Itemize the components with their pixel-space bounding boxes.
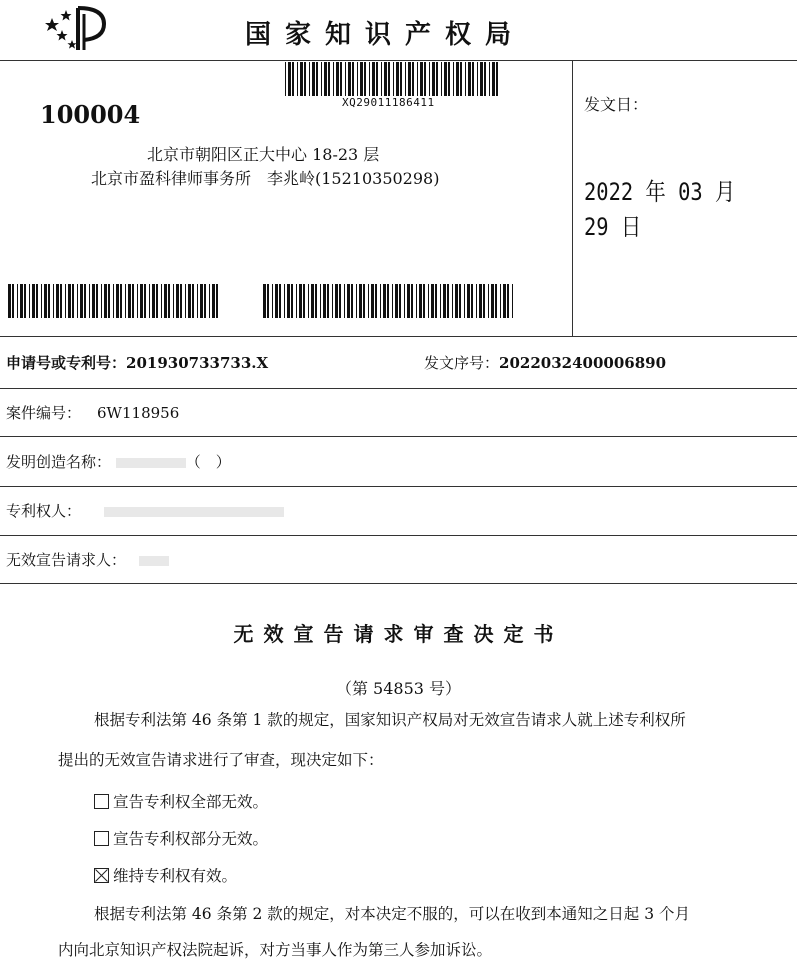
cnipa-logo: [44, 4, 114, 52]
patentee-label: 专利权人：: [6, 502, 82, 520]
appeal-line-2: 内向北京知识产权法院起诉，对方当事人作为第三人参加诉讼。: [58, 941, 493, 959]
option-maintain-valid: [94, 864, 237, 886]
divider: [0, 60, 797, 61]
invention-name-suffix: （ ）: [185, 453, 231, 471]
requester-label: 无效宣告请求人：: [6, 551, 127, 569]
checkbox-empty-icon: [94, 794, 109, 809]
serial-number: 2022032400006890: [499, 354, 667, 372]
application-number: 201930733733.X: [126, 354, 269, 372]
top-barcode: [285, 62, 500, 96]
redacted-block: [116, 458, 186, 468]
address-line-2: 北京市盈科律师事务所 李兆岭(15210350298): [91, 169, 440, 188]
address-line-1: 北京市朝阳区正大中心 18-23 层: [147, 145, 380, 164]
divider: [572, 60, 573, 336]
barcode-text: XQ29011186411: [342, 96, 435, 109]
redacted-block: [139, 556, 169, 566]
divider: [0, 388, 797, 389]
serial-number-row: [424, 352, 666, 373]
application-number-label: 申请号或专利号：: [6, 354, 127, 372]
case-number-label: 案件编号：: [6, 404, 82, 422]
invention-name-row: [6, 451, 231, 472]
requester-row: [6, 549, 169, 570]
divider: [0, 535, 797, 536]
office-name: 国家知识产权局: [245, 20, 526, 50]
divider: [0, 336, 797, 337]
option-label: 宣告专利权部分无效。: [113, 830, 269, 848]
divider: [0, 486, 797, 487]
divider: [0, 583, 797, 584]
divider: [0, 436, 797, 437]
postal-code: 100004: [40, 100, 141, 129]
serial-number-label: 发文序号：: [424, 354, 500, 372]
decision-title: 无效宣告请求审查决定书: [233, 622, 564, 646]
patentee-row: [6, 500, 284, 521]
dispatch-date-label: 发文日：: [584, 95, 649, 114]
option-invalidate-partial: [94, 827, 268, 849]
intro-line-1: 根据专利法第 46 条第 1 款的规定，国家知识产权局对无效宣告请求人就上述专利权所: [94, 711, 686, 729]
case-number: 6W118956: [97, 404, 180, 422]
case-number-row: [6, 402, 179, 423]
appeal-line-1: 根据专利法第 46 条第 2 款的规定，对本决定不服的，可以在收到本通知之日起 3 个月: [94, 905, 691, 923]
left-barcode: [8, 284, 220, 318]
redacted-block: [104, 507, 284, 517]
intro-line-2: 提出的无效宣告请求进行了审查，现决定如下：: [58, 751, 384, 769]
invention-name-label: 发明创造名称：: [6, 453, 112, 471]
option-invalidate-all: [94, 790, 268, 812]
checkbox-checked-icon: [94, 868, 109, 883]
decision-number: （第 54853 号）: [335, 679, 462, 698]
option-label: 宣告专利权全部无效。: [113, 793, 269, 811]
checkbox-empty-icon: [94, 831, 109, 846]
application-number-row: [6, 352, 268, 373]
option-label: 维持专利权有效。: [113, 867, 238, 885]
right-barcode: [263, 284, 515, 318]
dispatch-date: 2022 年 03 月 29 日: [584, 178, 736, 241]
